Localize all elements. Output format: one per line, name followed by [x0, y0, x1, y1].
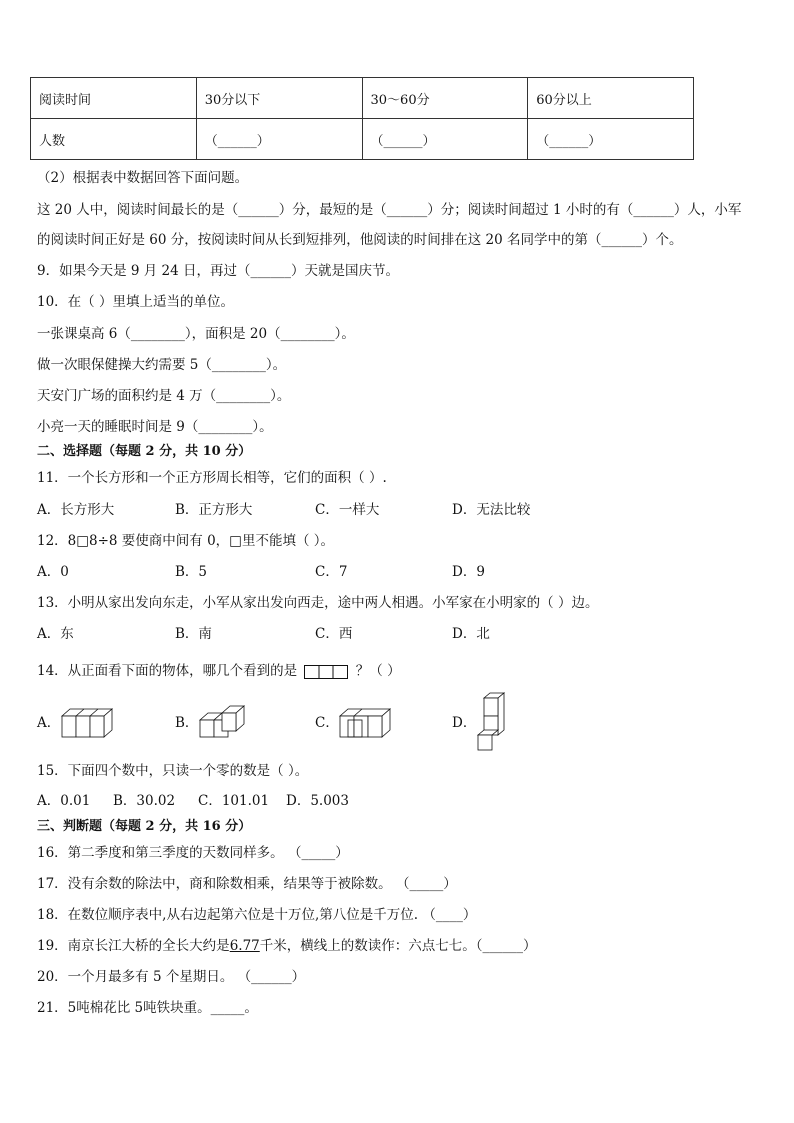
section-3-title: 三、判断题（每题 2 分，共 16 分）: [37, 819, 252, 834]
answer-blank[interactable]: （______）: [196, 119, 362, 160]
option-a[interactable]: A．长方形大: [37, 502, 115, 518]
question-17: 17．没有余数的除法中，商和除数相乘，结果等于被除数。 （_____）: [37, 876, 457, 892]
question-18: 18．在数位顺序表中,从右边起第六位是十万位,第八位是千万位. （____）: [37, 907, 477, 923]
option-a[interactable]: A．0.01: [37, 793, 91, 809]
cube-figure-b: [198, 702, 254, 740]
question-14-stem-post: ？（ ）: [355, 663, 401, 679]
question-12-stem: 12．8□8÷8 要使商中间有 0，□里不能填（ ）。: [37, 533, 334, 549]
cube-figure-c: [338, 706, 398, 740]
question-19-post: 千米，横线上的数读作：六点七七。（______）: [259, 938, 537, 954]
table-row: [31, 78, 694, 119]
question-9: 9．如果今天是 9 月 24 日，再过（______）天就是国庆节。: [37, 263, 400, 279]
question-10-stem: 10．在（ ）里填上适当的单位。: [37, 294, 234, 310]
option-b[interactable]: B．5: [175, 564, 208, 580]
option-c[interactable]: C．7: [315, 564, 348, 580]
option-d[interactable]: D．无法比较: [452, 502, 531, 518]
question-11-stem: 11．一个长方形和一个正方形周长相等，它们的面积（ ）.: [37, 470, 387, 486]
table-cell: 30分以下: [196, 78, 362, 119]
question-20: 20．一个月最多有 5 个星期日。 （______）: [37, 969, 306, 985]
question-19: [37, 937, 537, 955]
option-d[interactable]: D．9: [452, 564, 485, 580]
option-b[interactable]: B．正方形大: [175, 502, 253, 518]
option-b[interactable]: B．南: [175, 626, 212, 642]
option-d[interactable]: D．北: [452, 626, 490, 642]
option-a[interactable]: A．东: [37, 626, 74, 642]
cube-figure-d: [474, 692, 506, 752]
option-d[interactable]: D．: [452, 715, 477, 731]
table-cell: 60分以上: [528, 78, 694, 119]
q8-subquestion: （2）根据表中数据回答下面问题。: [37, 170, 249, 186]
question-13-stem: 13．小明从家出发向东走，小军从家出发向西走，途中两人相遇。小军家在小明家的（ ）边。: [37, 595, 599, 611]
question-21: 21．5吨棉花比 5吨铁块重。_____。: [37, 1000, 258, 1016]
question-19-pre: 19．南京长江大桥的全长大约是: [37, 938, 230, 954]
table-row: [31, 119, 694, 160]
q8-line2: 的阅读时间正好是 60 分，按阅读时间从长到短排列，他阅读的时间排在这 20 名同学中的第（______）个。: [37, 232, 683, 248]
answer-blank[interactable]: （______）: [528, 119, 694, 160]
cube-figure-a: [60, 706, 122, 740]
option-c[interactable]: C．: [315, 715, 339, 731]
table-cell: 人数: [31, 119, 197, 160]
option-c[interactable]: C．101.01: [198, 793, 270, 809]
section-2-title: 二、选择题（每题 2 分，共 10 分）: [37, 444, 252, 459]
option-a[interactable]: A．: [37, 715, 61, 731]
q8-line1: 这 20 人中，阅读时间最长的是（______）分，最短的是（______）分；阅读时间超过 1 小时的有（______）人，小军: [37, 202, 742, 218]
option-d[interactable]: D．5.003: [286, 793, 349, 809]
question-10-b: 做一次眼保健操大约需要 5（________）。: [37, 357, 287, 373]
question-14-stem-pre: 14．从正面看下面的物体，哪几个看到的是: [37, 663, 298, 679]
question-10-c: 天安门广场的面积约是 4 万（________）。: [37, 388, 291, 404]
question-10-d: 小亮一天的睡眠时间是 9（________）。: [37, 419, 273, 435]
option-b[interactable]: B．30.02: [113, 793, 176, 809]
table-cell: 30～60分: [362, 78, 528, 119]
reading-time-table: [30, 77, 694, 160]
question-16: 16．第二季度和第三季度的天数同样多。 （_____）: [37, 845, 349, 861]
underlined-number: 6.77: [229, 938, 260, 954]
three-squares-figure: [304, 665, 348, 679]
table-cell: 阅读时间: [31, 78, 197, 119]
question-15-stem: 15．下面四个数中，只读一个零的数是（ ）。: [37, 763, 309, 779]
option-a[interactable]: A．0: [37, 564, 69, 580]
option-c[interactable]: C．西: [315, 626, 353, 642]
answer-blank[interactable]: （______）: [362, 119, 528, 160]
question-14-stem: [37, 662, 401, 680]
option-b[interactable]: B．: [175, 715, 199, 731]
question-10-a: 一张课桌高 6（________），面积是 20（________）。: [37, 326, 355, 342]
option-c[interactable]: C．一样大: [315, 502, 380, 518]
